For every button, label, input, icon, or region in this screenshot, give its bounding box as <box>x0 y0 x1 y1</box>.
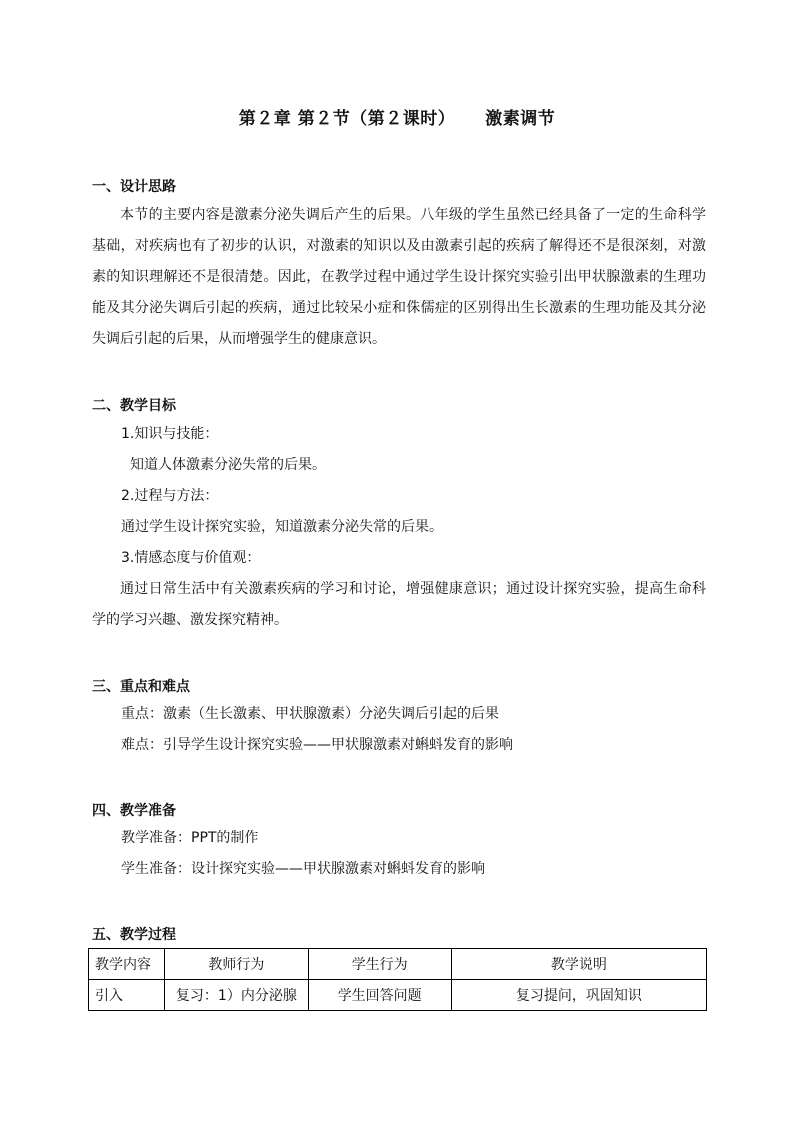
goal-1-label: 1.知识与技能： <box>121 426 219 442</box>
table-cell: 复习：1）内分泌腺 <box>165 980 308 1011</box>
table-header-row <box>89 949 707 980</box>
title-main: 第２章 第２节（第２课时） <box>238 109 456 129</box>
goal-3-text: 通过日常生活中有关激素疾病的学习和讨论，增强健康意识；通过设计探究实验，提高生命科学的学习兴趣、激发探究精神。 <box>92 581 706 628</box>
teaching-process-table <box>88 948 707 1011</box>
title-sub: 激素调节 <box>485 109 556 129</box>
student-preparation: 学生准备：设计探究实验——甲状腺激素对蝌蚪发育的影响 <box>121 861 485 877</box>
goal-3-label: 3.情感态度与价值观： <box>121 550 261 566</box>
table-cell: 引入 <box>89 980 165 1011</box>
table-header-cell: 教学内容 <box>89 949 165 980</box>
teacher-preparation: 教学准备：PPT的制作 <box>121 830 259 846</box>
key-point: 重点：激素（生长激素、甲状腺激素）分泌失调后引起的后果 <box>121 706 499 722</box>
goal-1-text: 知道人体激素分泌失常的后果。 <box>130 457 326 473</box>
table-row <box>89 980 707 1011</box>
table-header-cell: 学生行为 <box>308 949 451 980</box>
goal-2-label: 2.过程与方法： <box>121 488 219 504</box>
table-header-cell: 教师行为 <box>165 949 308 980</box>
design-paragraph: 本节的主要内容是激素分泌失调后产生的后果。八年级的学生虽然已经具备了一定的生命科学基础，对疾病也有了初步的认识，对激素的知识以及由激素引起的疾病了解得还不是很深刻，对激素的知识理解还不是很清楚。因此，在教学过程中通过学生设计探究实验引出甲状腺激素的生理功能及其分泌失调后引起的疾病，通过比较呆小症和侏儒症的区别得出生长激素的生理功能及其分泌失调后引起的后果，从而增强学生的健康意识。 <box>92 207 706 347</box>
document-title <box>0 104 794 129</box>
table-cell: 复习提问，巩固知识 <box>451 980 706 1011</box>
table-header-cell: 教学说明 <box>451 949 706 980</box>
goal-2-text: 通过学生设计探究实验，知道激素分泌失常的后果。 <box>121 519 443 535</box>
section-heading-key-points: 三、重点和难点 <box>92 679 190 695</box>
section-heading-design: 一、设计思路 <box>92 179 176 195</box>
section-heading-preparation: 四、教学准备 <box>92 803 176 819</box>
table-cell: 学生回答问题 <box>308 980 451 1011</box>
section-heading-process: 五、教学过程 <box>92 927 176 943</box>
section-heading-goals: 二、教学目标 <box>92 398 176 414</box>
difficult-point: 难点：引导学生设计探究实验——甲状腺激素对蝌蚪发育的影响 <box>121 737 513 753</box>
